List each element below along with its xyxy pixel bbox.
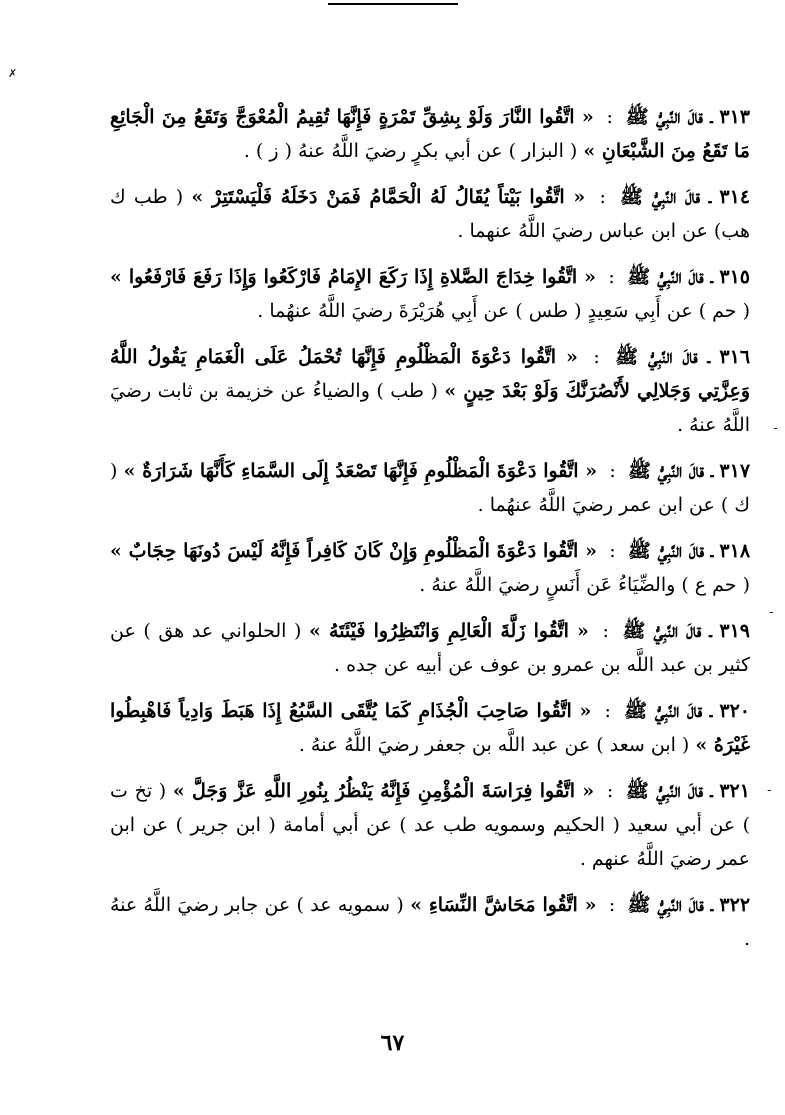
- separator: :: [606, 106, 613, 128]
- hadith-number: ٣٢٢: [719, 894, 751, 916]
- hadith-number: ٣١٥: [719, 266, 750, 288]
- top-rule: [328, 3, 458, 5]
- hadith-text: « اتَّقُوا النَّارَ وَلَوْ بِشِقِّ تَمْرَةٍ فَإِنَّهَا تُقِيمُ الْمُعْوَجَّ وَتَقَعُ مِنَ الْجَائِعِ مَا تَقَعُ مِنَ الشَّبْعَانِ »: [110, 106, 750, 162]
- scan-mark: ـ: [773, 419, 777, 432]
- hadith-lead: ـ قالَ النَّبِيُّ ﷺ: [625, 780, 713, 802]
- hadith-source: ( طب ) والضياءُ عن خزيمة بن ثابت رضيَ اللَّهُ عنهُ .: [110, 380, 750, 436]
- hadith-number: ٣١٧: [719, 460, 751, 482]
- hadith-source: ( حم ع ) والضِّيَاءُ عَن أَنَسٍ رضيَ اللَّهُ عنهُ .: [419, 574, 750, 596]
- separator: :: [608, 266, 615, 288]
- separator: :: [608, 894, 616, 916]
- hadith-entry: [110, 260, 750, 328]
- hadith-lead: ـ قالَ النَّبِيُّ ﷺ: [615, 346, 710, 368]
- hadith-entry: [110, 694, 750, 762]
- hadith-entry: [110, 774, 750, 876]
- hadith-lead: ـ قالَ النَّبِيُّ ﷺ: [627, 460, 714, 482]
- hadith-text: « اتَّقُوا زَلَّةَ الْعَالِمِ وَانْتَظِرُوا فَيْئَتَهُ »: [309, 620, 589, 642]
- hadith-text: « اتَّقُوا صَاحِبَ الْجُذَامِ كَمَا يُتَّقَى السَّبُعُ إِذَا هَبَطَ وَادِياً فَاهْبِطُوا غَيْرَهُ »: [110, 700, 750, 756]
- hadith-entry: [110, 340, 750, 442]
- hadith-number: ٣١٤: [719, 186, 751, 208]
- hadith-source: ( سمويه عد ) عن جابر رضيَ اللَّهُ عنهُ .: [110, 894, 750, 950]
- separator: :: [599, 186, 606, 208]
- hadith-lead: ـ قالَ النَّبِيُّ ﷺ: [624, 700, 713, 722]
- hadith-number: ٣٢١: [719, 780, 750, 802]
- hadith-number: ٣١٨: [719, 540, 751, 562]
- scan-mark: ✗: [8, 67, 18, 80]
- hadith-source: ( ك ) عن ابن عمر رضيَ اللَّهُ عنهُما .: [110, 460, 750, 516]
- hadith-entry: [110, 534, 750, 602]
- separator: :: [609, 540, 616, 562]
- hadith-text: « اتَّقُوا خِدَاجَ الصَّلاةِ إِذَا رَكَعَ الإِمَامُ فَارْكَعُوا وَإِذَا رَفَعَ فَارْفَعُوا »: [110, 266, 597, 288]
- separator: :: [609, 460, 616, 482]
- hadith-list: [110, 100, 750, 968]
- hadith-number: ٣١٦: [719, 346, 751, 368]
- hadith-source: ( تخ ت ) عن أبي سعيد ( الحكيم وسمويه طب عد ) عن أبي أمامة ( ابن جرير ) عن ابن عمر رضيَ اللَّهُ عنهم .: [110, 780, 750, 870]
- hadith-source: ( الحلواني عد هق ) عن كثير بن عبد اللَّه بن عمرو بن عوف عن أبيه عن جده .: [110, 620, 750, 676]
- hadith-source: ( حم ) عن أَبِي سَعِيدٍ ( طس ) عن أَبِي هُرَيْرَةَ رضيَ اللَّهُ عنهُما .: [257, 300, 750, 322]
- scan-mark: ـ: [767, 781, 771, 794]
- hadith-lead: ـ قالَ النَّبِيُّ ﷺ: [620, 186, 712, 208]
- separator: :: [593, 346, 600, 368]
- hadith-source: ( ابن سعد ) عن عبد اللَّه بن جعفر رضيَ اللَّهُ عنهُ .: [298, 734, 690, 756]
- separator: :: [604, 700, 611, 722]
- hadith-lead: ـ قالَ النَّبِيُّ ﷺ: [627, 266, 713, 288]
- hadith-lead: ـ قالَ النَّبِيُّ ﷺ: [625, 106, 713, 128]
- hadith-entry: [110, 614, 750, 682]
- hadith-number: ٣١٣: [719, 106, 751, 128]
- hadith-number: ٣١٩: [719, 620, 750, 642]
- hadith-source: ( طب ك هب) عن ابن عباس رضيَ اللَّهُ عنهما .: [110, 186, 750, 242]
- hadith-text: « اتَّقُوا دَعْوَةَ الْمَظْلُومِ فَإِنَّهَا تَصْعَدُ إِلَى السَّمَاءِ كَأَنَّهَا شَرَارَةٌ »: [123, 460, 598, 482]
- hadith-lead: ـ قالَ النَّبِيُّ ﷺ: [627, 540, 714, 562]
- hadith-source: ( البزار ) عن أبي بكرٍ رضيَ اللَّهُ عنهُ ( ز ) .: [243, 140, 578, 162]
- hadith-entry: [110, 454, 750, 522]
- separator: :: [606, 780, 614, 802]
- hadith-lead: ـ قالَ النَّبِيُّ ﷺ: [627, 894, 714, 916]
- hadith-entry: [110, 888, 750, 956]
- hadith-text: « اتَّقُوا بَيْتاً يُقَالُ لَهُ الْحَمَّامُ فَمَنْ دَخَلَهُ فَلْيَسْتَتِرْ »: [191, 186, 586, 208]
- hadith-text: « اتَّقُوا دَعْوَةَ الْمَظْلُومِ فَإِنَّهَا تُحْمَلُ عَلَى الْغَمَامِ يَقُولُ اللَّهُ وَعِزَّتِي وَجَلالِي لأَنْصُرَنَّكَ وَلَوْ بَعْدَ حِينٍ »: [110, 346, 750, 402]
- page-number: ٦٧: [380, 1030, 405, 1056]
- separator: :: [602, 620, 609, 642]
- hadith-lead: ـ قالَ النَّبِيُّ ﷺ: [622, 620, 712, 642]
- hadith-entry: [110, 100, 750, 168]
- hadith-number: ٣٢٠: [719, 700, 750, 722]
- hadith-text: « اتَّقُوا دَعْوَةَ الْمَظْلُومِ وَإِنْ كَانَ كَافِراً فَإِنَّهُ لَيْسَ دُونَهَا حِجَابٌ »: [110, 540, 597, 562]
- hadith-entry: [110, 180, 750, 248]
- hadith-text: « اتَّقُوا فِرَاسَةَ الْمُؤْمِنِ فَإِنَّهُ يَنْظُرُ بِنُورِ اللَّهِ عَزَّ وَجَلَّ »: [172, 780, 595, 802]
- hadith-text: « اتَّقُوا مَحَاشَّ النِّسَاءِ »: [410, 894, 597, 916]
- scan-mark: ـ: [769, 603, 773, 616]
